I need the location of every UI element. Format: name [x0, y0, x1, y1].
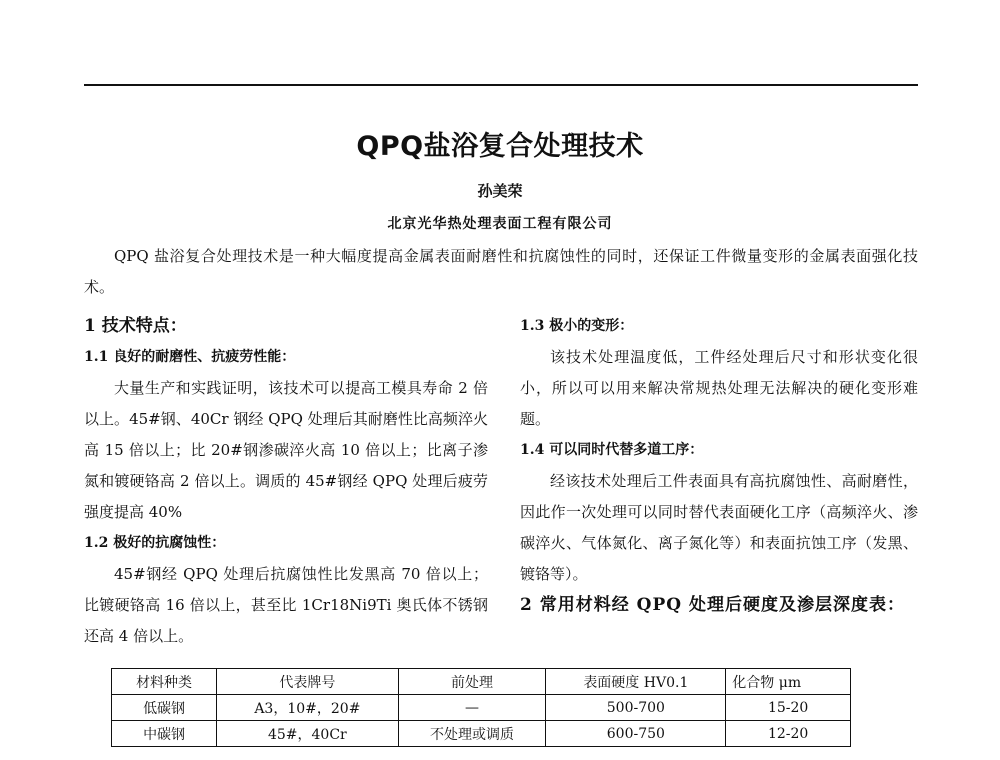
page-title: QPQ盐浴复合处理技术	[356, 131, 644, 162]
section-1-2-heading: 1.2 极好的抗腐蚀性：	[84, 535, 226, 551]
section-2-heading: 2 常用材料经 QPQ 处理后硬度及渗层深度表：	[520, 595, 905, 615]
table-cell: 500-700	[546, 695, 726, 721]
section-1-3-heading: 1.3 极小的变形：	[520, 318, 634, 334]
table-header-cell: 材料种类	[112, 669, 217, 695]
table-cell: 不处理或调质	[398, 721, 546, 747]
table-cell: 中碳钢	[112, 721, 217, 747]
hardness-table	[111, 668, 851, 747]
table-row	[112, 695, 851, 721]
table-cell: 低碳钢	[112, 695, 217, 721]
table-header-cell: 表面硬度 HV0.1	[546, 669, 726, 695]
table-cell: A3，10#，20#	[217, 695, 398, 721]
table-cell: 12-20	[726, 721, 851, 747]
right-column	[520, 310, 918, 621]
table-cell: 45#，40Cr	[217, 721, 398, 747]
section-1-4-text: 经该技术处理后工件表面具有高抗腐蚀性、高耐磨性，因此作一次处理可以同时替代表面硬化工序（高频淬火、渗碳淬火、气体氮化、离子氮化等）和表面抗蚀工序（发黑、镀铬等）。	[520, 472, 918, 583]
left-column	[84, 310, 488, 652]
section-1-heading: 1 技术特点：	[84, 316, 187, 336]
section-1-1-text: 大量生产和实践证明，该技术可以提高工模具寿命 2 倍以上。45#钢、40Cr 钢经 QPQ 处理后其耐磨性比高频淬火高 15 倍以上；比 20#钢渗碳淬火高 10 倍以上；比离子渗氮和镀硬铬高 2 倍以上。调质的 45#钢经 QPQ 处理后疲劳强度提高 40%	[84, 379, 488, 521]
top-rule	[84, 84, 918, 86]
table-cell: 600-750	[546, 721, 726, 747]
section-1-1-heading: 1.1 良好的耐磨性、抗疲劳性能：	[84, 349, 296, 365]
table-row	[112, 721, 851, 747]
section-1-4-heading: 1.4 可以同时代替多道工序：	[520, 442, 704, 458]
table-cell: 15-20	[726, 695, 851, 721]
table-header-cell: 前处理	[398, 669, 546, 695]
organization-name: 北京光华热处理表面工程有限公司	[387, 216, 613, 232]
table-header-cell: 代表牌号	[217, 669, 398, 695]
table-header-row	[112, 669, 851, 695]
intro-paragraph: QPQ 盐浴复合处理技术是一种大幅度提高金属表面耐磨性和抗腐蚀性的同时，还保证工件微量变形的金属表面强化技术。	[84, 247, 918, 296]
table-header-cell: 化合物 μm	[726, 669, 851, 695]
section-1-2-text: 45#钢经 QPQ 处理后抗腐蚀性比发黑高 70 倍以上；比镀硬铬高 16 倍以上，甚至比 1Cr18Ni9Ti 奥氏体不锈钢还高 4 倍以上。	[84, 565, 488, 645]
section-1-3-text: 该技术处理温度低，工件经处理后尺寸和形状变化很小，所以可以用来解决常规热处理无法解决的硬化变形难题。	[520, 348, 918, 428]
author-name: 孙美荣	[477, 182, 523, 200]
table-cell: —	[398, 695, 546, 721]
